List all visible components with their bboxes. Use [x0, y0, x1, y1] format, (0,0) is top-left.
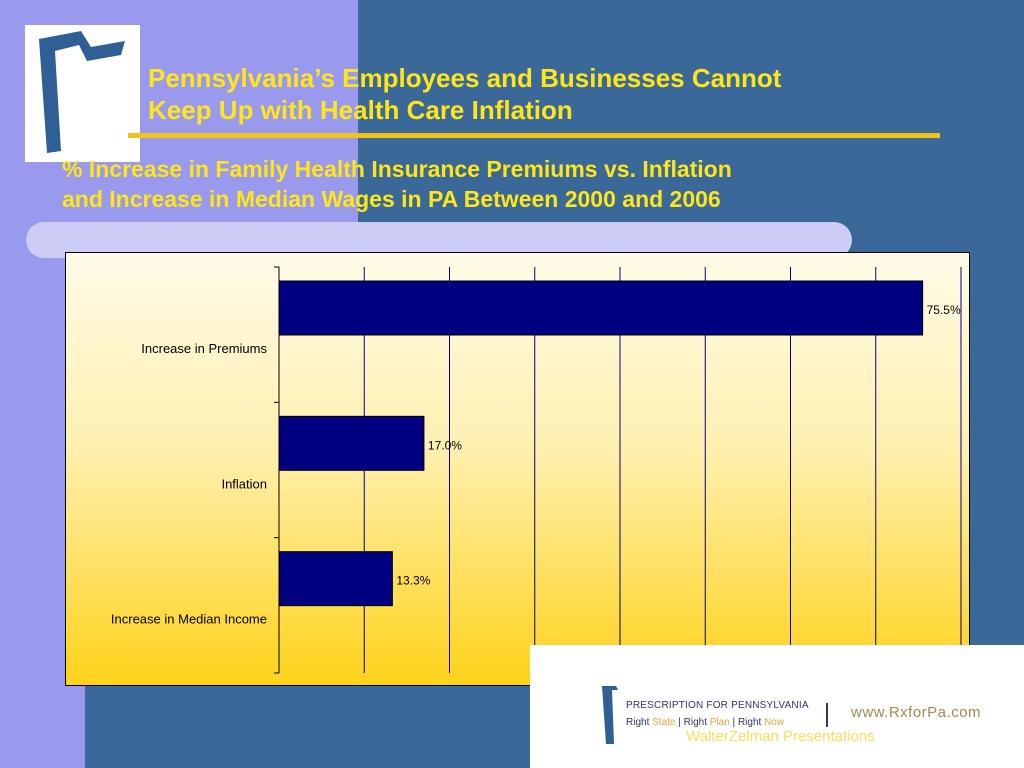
- bar-chart: [66, 253, 969, 685]
- chart-container: [65, 252, 970, 686]
- slide-title-line2: Keep Up with Health Care Inflation: [148, 95, 573, 125]
- footer-credit: WalterZelman Presentations: [686, 728, 875, 745]
- slide-subtitle-line1: % Increase in Family Health Insurance Premiums vs. Inflation: [62, 156, 732, 182]
- title-divider: [128, 133, 940, 138]
- tagline-part-3b: Now: [764, 717, 785, 728]
- footer-url: www.RxforPa.com: [851, 704, 982, 721]
- category-label: Increase in Median Income: [110, 611, 267, 627]
- tagline-sep-1: |: [675, 717, 684, 728]
- footer-brand: PRESCRIPTION FOR PENNSYLVANIA: [626, 700, 809, 711]
- tagline-part-3a: Right: [737, 717, 765, 728]
- keystone-logo-icon: [25, 25, 140, 162]
- data-label: 75.5%: [926, 303, 961, 317]
- tagline-part-2b: Plan: [709, 717, 730, 728]
- bar: [279, 281, 923, 335]
- slide-subtitle: [62, 154, 982, 214]
- category-label: Increase in Premiums: [141, 341, 267, 356]
- data-label: 17.0%: [427, 438, 462, 453]
- tagline-part-2a: Right: [683, 717, 710, 728]
- footer-tagline: [626, 717, 784, 728]
- slide-title-line1: Pennsylvania’s Employees and Businesses Cannot: [148, 63, 782, 93]
- category-label: Inflation: [221, 476, 267, 492]
- slide-subtitle-line2: and Increase in Median Wages in PA Between 2000 and 2006: [62, 186, 721, 212]
- slide-title: [148, 62, 968, 126]
- data-label: 13.3%: [396, 573, 431, 588]
- footer-separator: [826, 703, 828, 727]
- bar: [279, 552, 392, 606]
- bar: [279, 416, 424, 470]
- keystone-logo: [25, 25, 140, 162]
- footer-keystone-icon: [600, 686, 630, 746]
- tagline-part-1a: Right: [626, 717, 653, 728]
- tagline-part-1b: State: [652, 717, 676, 728]
- tagline-sep-2: |: [729, 717, 738, 728]
